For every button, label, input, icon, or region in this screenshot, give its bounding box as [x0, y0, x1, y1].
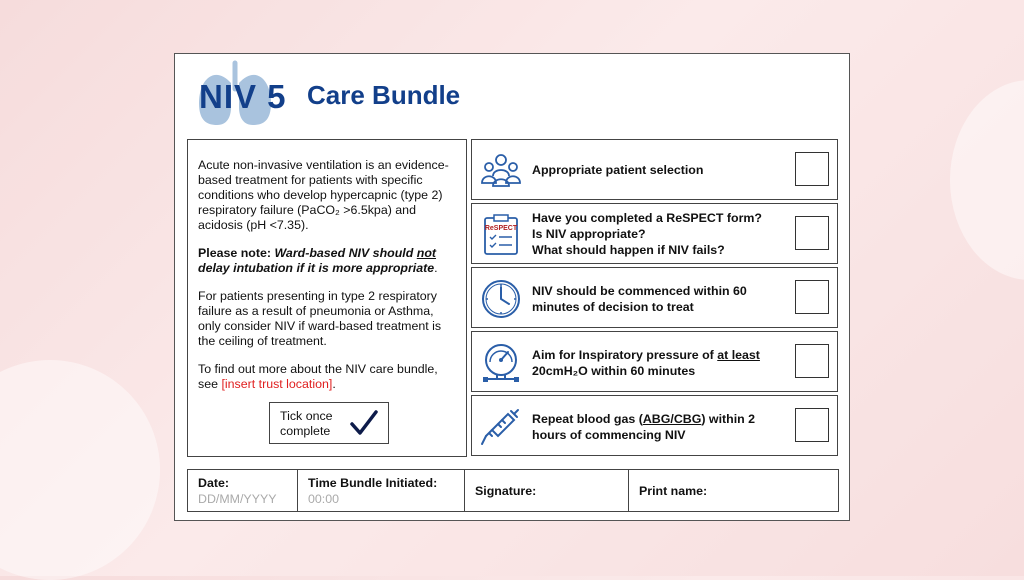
bundle-item-patient-selection [471, 139, 838, 200]
bundle-item-blood-gas [471, 395, 838, 456]
intro-paragraph: Acute non-invasive ventilation is an evidence-based treatment for patients with specific conditions who develop hypercapnic (type 2) respiratory failure (PaCO₂ >6.5kpa) and acidosis (pH <7.35). [198, 158, 449, 232]
commence-niv-text: NIV should be commenced within 60 minutes of decision to treat [532, 284, 747, 314]
respect-form-text: Have you completed a ReSPECT form? Is NIV appropriate? What should happen if NIV fails? [532, 211, 762, 257]
tick-once-complete-legend: Tick once complete [269, 402, 389, 444]
bundle-item-respect-form [471, 203, 838, 264]
signature-strip [187, 469, 839, 512]
svg-text:ReSPECT: ReSPECT [484, 225, 518, 232]
signature-field[interactable]: Signature: [465, 470, 629, 511]
inspiratory-pressure-checkbox[interactable] [795, 344, 829, 378]
time-initiated-field[interactable]: Time Bundle Initiated: 00:00 [298, 470, 465, 511]
respect-form-checkbox[interactable] [795, 216, 829, 250]
checkmark-icon [348, 407, 380, 439]
more-info-paragraph: To find out more about the NIV care bundle, see [insert trust location]. [198, 362, 438, 391]
respect-form-icon [480, 214, 522, 256]
logo-text: NIV 5 [199, 78, 287, 115]
niv-care-bundle-card [174, 53, 850, 521]
background-blob [950, 80, 1024, 280]
syringe-icon [480, 406, 522, 448]
clock-icon [480, 278, 522, 320]
patients-group-icon [480, 150, 522, 192]
page-title: Care Bundle [307, 80, 461, 110]
info-panel [187, 139, 467, 457]
date-field[interactable]: Date: DD/MM/YYYY [188, 470, 298, 511]
trust-location-link[interactable]: [insert trust location] [221, 377, 333, 391]
blood-gas-text: Repeat blood gas (ABG/CBG) within 2 hours of commencing NIV [532, 412, 756, 442]
print-name-field[interactable]: Print name: [639, 484, 708, 498]
patient-selection-checkbox[interactable] [795, 152, 829, 186]
bundle-item-inspiratory-pressure [471, 331, 838, 392]
inspiratory-pressure-text: Aim for Inspiratory pressure of at least 20cmH₂O within 60 minutes [532, 348, 760, 378]
blood-gas-checkbox[interactable] [795, 408, 829, 442]
pneumonia-paragraph: For patients presenting in type 2 respiratory failure as a result of pneumonia or Asthma, only consider NIV if ward-based treatment is the ceiling of treatment. [198, 289, 442, 348]
commence-niv-checkbox[interactable] [795, 280, 829, 314]
bundle-item-commence-niv [471, 267, 838, 328]
patient-selection-text: Appropriate patient selection [532, 163, 704, 177]
pressure-gauge-icon [480, 342, 522, 384]
background-blob [0, 360, 160, 580]
note-paragraph: Please note: Ward-based NIV should not delay intubation if it is more appropriate. [198, 246, 438, 275]
